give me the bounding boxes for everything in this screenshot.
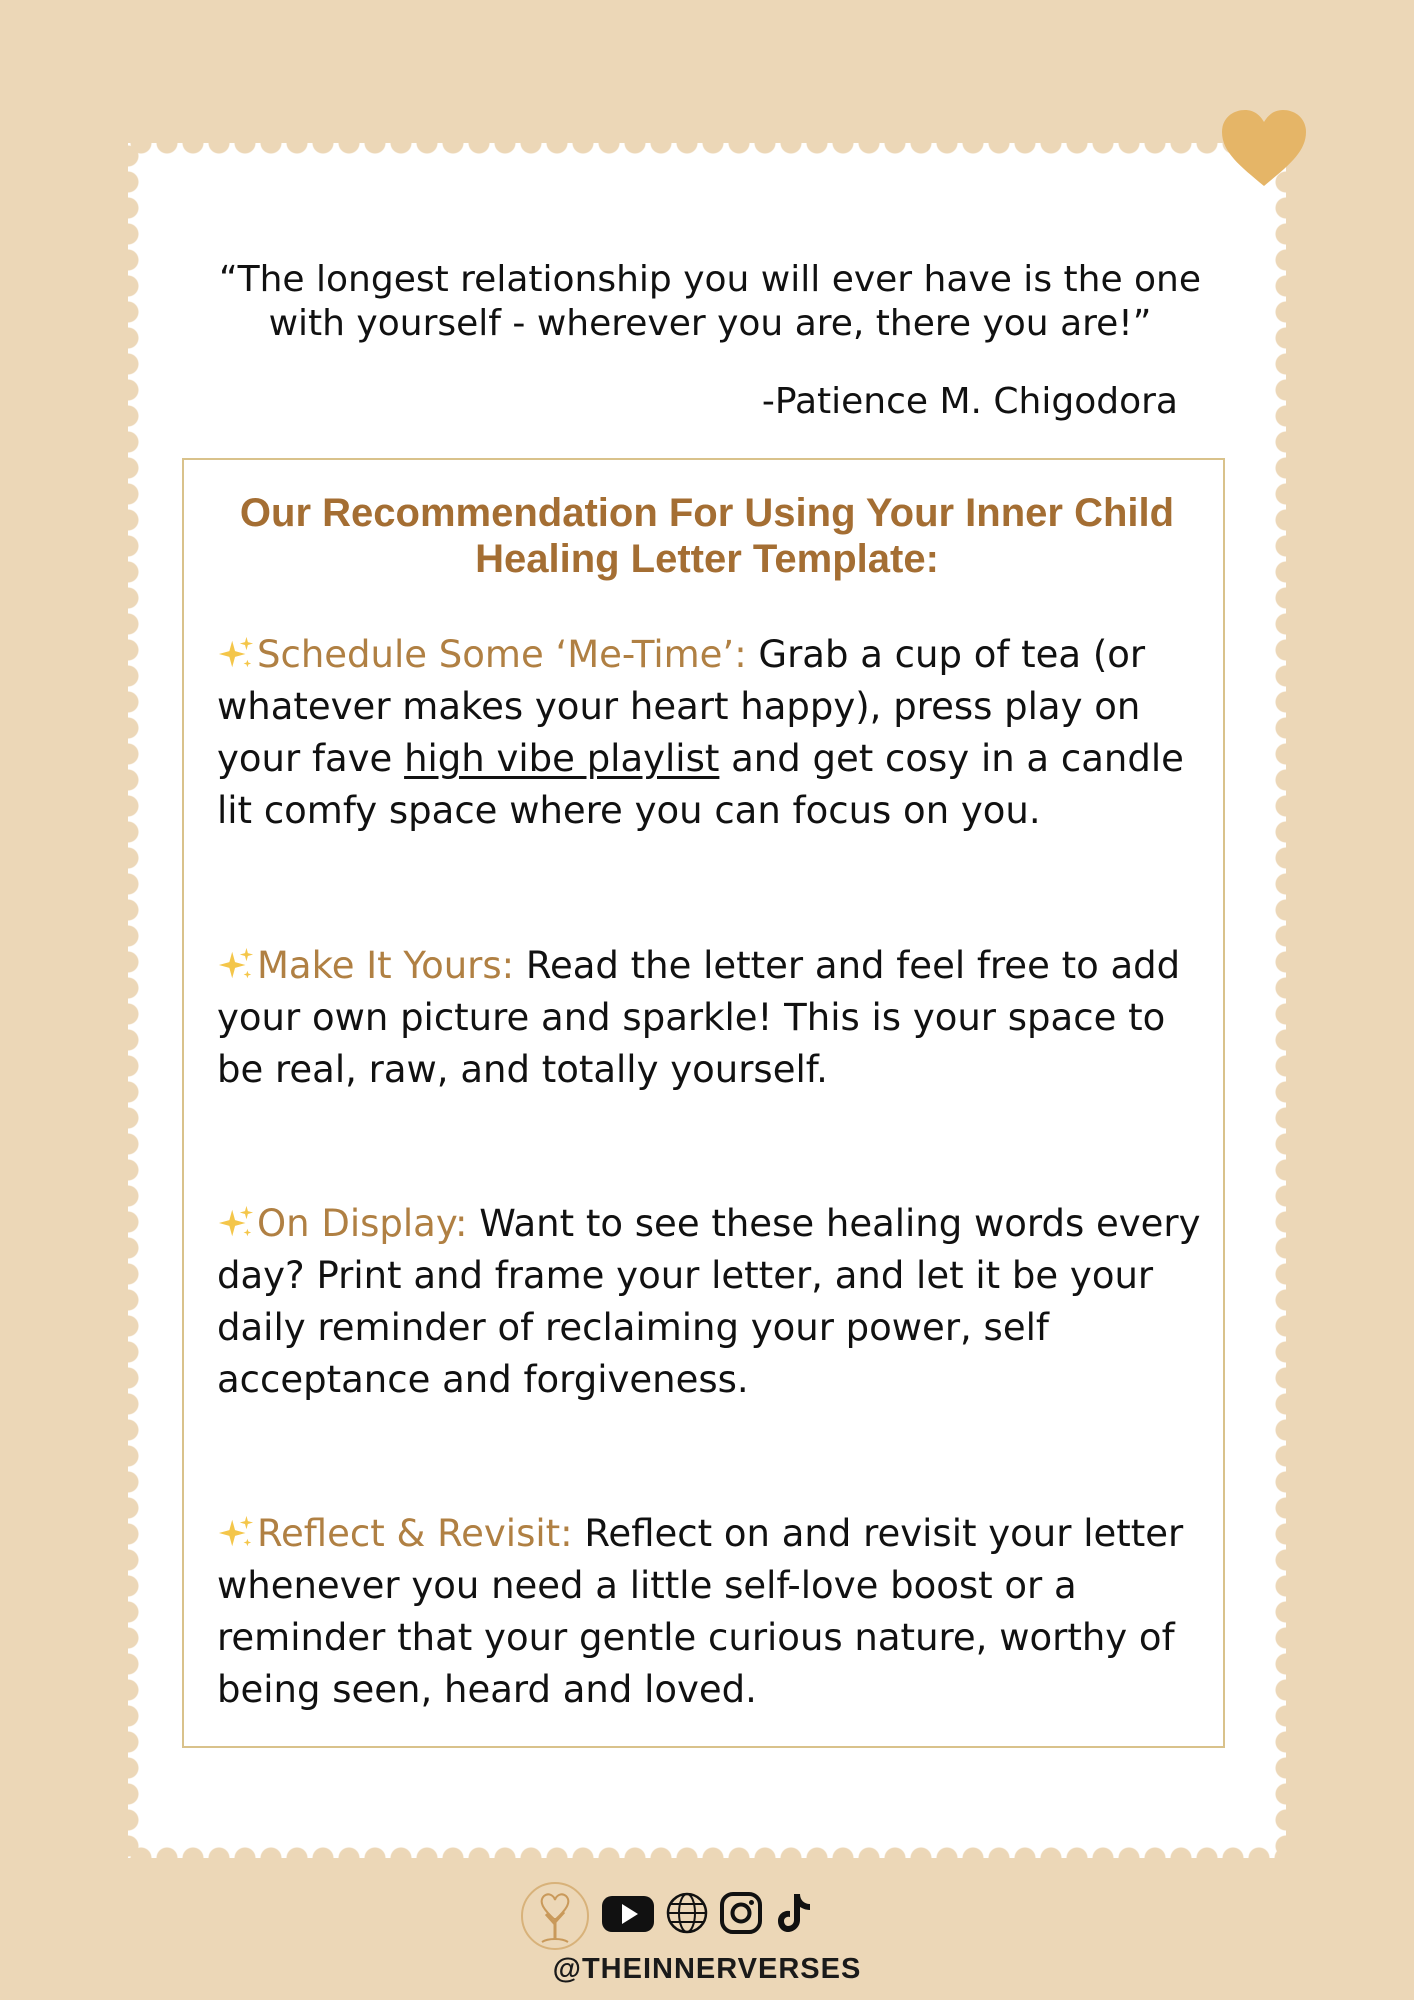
sparkles-icon: [217, 946, 255, 984]
tip-label: Reflect & Revisit:: [257, 1512, 573, 1555]
globe-icon[interactable]: [664, 1890, 710, 1936]
tiktok-icon[interactable]: [774, 1890, 814, 1936]
tip-label: Schedule Some ‘Me-Time’:: [257, 633, 747, 676]
heart-icon: [1220, 108, 1308, 188]
sparkles-icon: [217, 635, 255, 673]
quote-text: “The longest relationship you will ever have is the one with yourself - wherever you are, there you are!”: [218, 259, 1202, 344]
playlist-link[interactable]: high vibe playlist: [404, 737, 720, 780]
tip-label: Make It Yours:: [257, 944, 515, 987]
tip-text: Want to see these healing words every day? Print and frame your letter, and let it be your daily reminder of reclaiming your power, self acceptance and forgiveness.: [217, 1202, 1201, 1401]
tip-label: On Display:: [257, 1202, 468, 1245]
tip-on-display: [217, 1198, 1207, 1406]
tip-text-end: and get cosy in a candle lit comfy space where you can focus on you.: [217, 737, 1184, 832]
sparkles-icon: [217, 1514, 255, 1552]
recommendation-title: Our Recommendation For Using Your Inner Child Healing Letter Template:: [239, 491, 1175, 581]
tip-reflect-revisit: [217, 1508, 1207, 1716]
tip-text: Grab a cup of tea (or whatever makes your heart happy), press play on your fave: [217, 633, 1146, 780]
social-handle[interactable]: @THEINNERVERSES: [552, 1953, 862, 1985]
youtube-icon[interactable]: [600, 1890, 656, 1936]
quote-author: -Patience M. Chigodora: [761, 381, 1178, 422]
tip-me-time: [217, 629, 1207, 837]
instagram-icon[interactable]: [718, 1890, 764, 1936]
sparkles-icon: [217, 1204, 255, 1242]
tip-make-it-yours: [217, 940, 1207, 1096]
tip-text: Read the letter and feel free to add your own picture and sparkle! This is your space to be real, raw, and totally yourself.: [217, 944, 1181, 1091]
tip-text: Reflect on and revisit your letter whenever you need a little self-love boost or a reminder that your gentle curious nature, worthy of being seen, heard and loved.: [217, 1512, 1184, 1711]
tree-logo-icon: [520, 1880, 590, 1956]
